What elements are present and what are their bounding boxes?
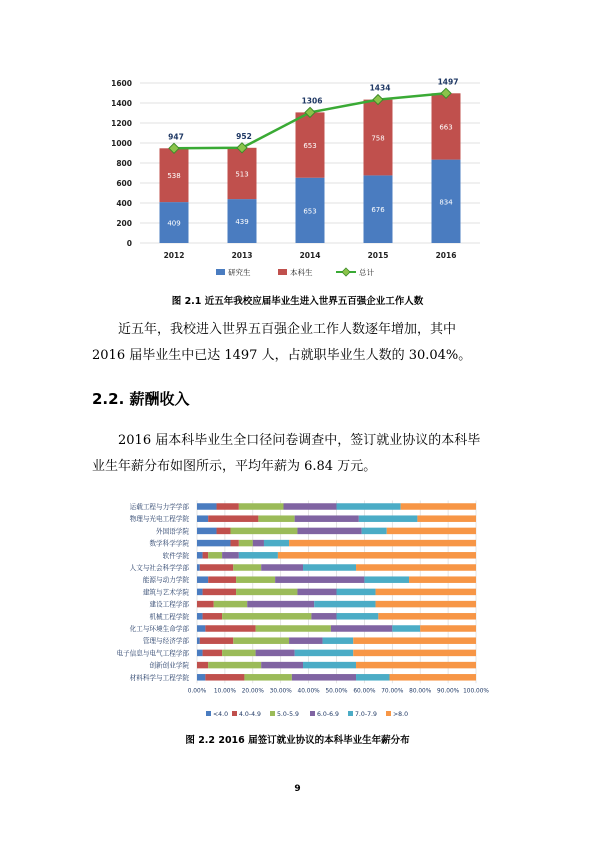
salary-bar-segment (208, 576, 236, 583)
salary-bar-segment (222, 650, 255, 657)
salary-bar-segment (233, 637, 289, 644)
data-label: 758 (371, 134, 385, 143)
x-tick-label: 2014 (299, 251, 321, 260)
salary-bar-segment (197, 503, 217, 510)
salary-bar-segment (236, 589, 297, 596)
salary-bar-segment (197, 625, 205, 632)
salary-bar-segment (197, 674, 205, 681)
salary-bar-segment (420, 625, 476, 632)
salary-bar-segment (247, 601, 314, 608)
legend-label: <4.0 (213, 711, 229, 718)
x-tick-label: 2016 (435, 251, 457, 260)
legend-label: 本科生 (290, 268, 313, 277)
salary-bar-segment (356, 662, 476, 669)
y-tick-label: 400 (116, 199, 132, 208)
salary-bar-segment (376, 589, 476, 596)
x-tick-label: 20.00% (241, 688, 264, 695)
salary-bar-segment (203, 650, 223, 657)
salary-bar-segment (409, 576, 476, 583)
x-tick-label: 60.00% (353, 688, 376, 695)
salary-bar-segment (353, 650, 476, 657)
category-label: 外国语学院 (156, 527, 189, 536)
salary-bar-segment (208, 552, 222, 559)
salary-bar-segment (208, 515, 258, 522)
category-label: 能源与动力学院 (142, 576, 189, 585)
salary-bar-segment (401, 503, 476, 510)
salary-bar-segment (244, 674, 291, 681)
data-label: 676 (371, 206, 385, 215)
salary-bar-segment (376, 601, 476, 608)
salary-bar-segment (197, 576, 208, 583)
salary-bar-segment (356, 564, 476, 571)
data-label: 439 (235, 218, 249, 227)
data-label: 513 (235, 170, 249, 179)
salary-bar-segment (239, 540, 253, 547)
salary-bar-segment (197, 601, 214, 608)
salary-bar-segment (337, 613, 379, 620)
category-label: 管理与经济学部 (142, 637, 189, 646)
salary-bar-segment (387, 528, 476, 535)
salary-bar-segment (197, 540, 230, 547)
salary-bar-segment (197, 528, 217, 535)
salary-bar-segment (200, 564, 233, 571)
y-tick-label: 200 (116, 219, 132, 228)
x-tick-label: 30.00% (269, 688, 292, 695)
category-label: 创新创业学院 (149, 661, 189, 670)
legend-label: 总计 (359, 268, 374, 277)
salary-bar-segment (390, 674, 476, 681)
salary-bar-segment (356, 674, 389, 681)
legend-label: 4.0-4.9 (239, 711, 261, 718)
category-label: 化工与环境生命学部 (129, 625, 189, 633)
salary-bar-segment (353, 637, 476, 644)
total-label: 1306 (301, 96, 323, 106)
salary-bar-segment (197, 552, 203, 559)
x-tick-label: 50.00% (325, 688, 348, 695)
x-tick-label: 2012 (163, 251, 185, 260)
salary-bar-segment (197, 650, 203, 657)
salary-bar-segment (337, 589, 376, 596)
legend-swatch (270, 711, 275, 716)
salary-bar-segment (203, 552, 209, 559)
salary-bar-segment (214, 601, 247, 608)
salary-bar-segment (392, 625, 420, 632)
salary-bar-segment (230, 540, 238, 547)
salary-bar-segment (236, 576, 275, 583)
x-tick-label: 80.00% (409, 688, 432, 695)
salary-bar-segment (197, 613, 203, 620)
salary-bar-segment (295, 650, 354, 657)
salary-bar-segment (256, 625, 331, 632)
y-tick-label: 1400 (111, 99, 132, 108)
salary-bar-segment (253, 540, 264, 547)
salary-bar-segment (203, 613, 223, 620)
salary-bar-segment (297, 589, 336, 596)
salary-bar-segment (278, 552, 476, 559)
salary-bar-segment (364, 576, 409, 583)
salary-bar-segment (378, 613, 476, 620)
legend-swatch (232, 711, 237, 716)
legend-label: 6.0-6.9 (317, 711, 339, 718)
salary-bar-segment (283, 503, 336, 510)
salary-bar-segment (264, 540, 289, 547)
legend-swatch (348, 711, 353, 716)
paragraph-2 (92, 428, 512, 480)
paragraph-1-line-1: 近五年，我校进入世界五百强企业工作人数逐年增加，其中 (118, 322, 457, 337)
salary-bar-segment (289, 637, 322, 644)
category-label: 运载工程与力学学部 (129, 503, 189, 511)
salary-bar-segment (417, 515, 476, 522)
salary-bar-segment (303, 662, 356, 669)
legend-label: 研究生 (228, 268, 251, 277)
total-label: 1434 (369, 83, 391, 93)
legend-swatch (206, 711, 211, 716)
data-label: 663 (439, 123, 453, 132)
paragraph-2-line-1: 2016 届本科毕业生全口径问卷调查中，签订就业协议的本科毕 (118, 433, 481, 448)
category-label: 数学科学学院 (149, 539, 189, 548)
y-tick-label: 800 (116, 159, 132, 168)
salary-bar-segment (256, 650, 295, 657)
salary-bar-segment (337, 503, 401, 510)
category-label: 物理与光电工程学院 (129, 515, 189, 524)
salary-bar-segment (297, 528, 361, 535)
total-label: 947 (168, 132, 184, 142)
salary-bar-segment (289, 540, 476, 547)
legend-swatch (310, 711, 315, 716)
y-tick-label: 0 (126, 239, 132, 248)
legend-label: 5.0-5.9 (277, 711, 299, 718)
salary-bar-segment (197, 515, 208, 522)
salary-bar-segment (203, 589, 236, 596)
y-tick-label: 600 (116, 179, 132, 188)
legend-swatch (386, 711, 391, 716)
salary-bar-segment (233, 564, 261, 571)
salary-bar-segment (197, 564, 200, 571)
salary-bar-segment (222, 613, 311, 620)
salary-bar-segment (197, 637, 200, 644)
salary-bar-segment (323, 637, 354, 644)
salary-bar-segment (208, 662, 261, 669)
figure-2-caption: 图 2.2 2016 届签订就业协议的本科毕业生年薪分布 (185, 735, 410, 746)
salary-bar-segment (303, 564, 356, 571)
data-label: 538 (167, 172, 181, 181)
salary-bar-segment (239, 503, 284, 510)
salary-bar-segment (205, 674, 244, 681)
x-tick-label: 10.00% (213, 688, 236, 695)
y-tick-label: 1000 (111, 139, 132, 148)
legend-label: >8.0 (393, 711, 409, 718)
x-tick-label: 2015 (367, 251, 389, 260)
paragraph-1-line-2: 2016 届毕业生中已达 1497 人，占就职毕业生人数的 30.04%。 (92, 348, 472, 363)
salary-bar-segment (222, 552, 239, 559)
salary-bar-segment (362, 528, 387, 535)
legend-label: 7.0-7.9 (355, 711, 377, 718)
x-tick-label: 2013 (231, 251, 253, 260)
salary-bar-segment (205, 625, 255, 632)
category-label: 软件学院 (162, 551, 189, 560)
salary-bar-segment (239, 552, 278, 559)
total-label: 1497 (437, 77, 459, 87)
paragraph-2-line-2: 业生年薪分布如图所示，平均年薪为 6.84 万元。 (92, 459, 377, 474)
x-tick-label: 0.00% (187, 688, 207, 695)
salary-bar-segment (217, 503, 239, 510)
x-tick-label: 40.00% (297, 688, 320, 695)
page-number: 9 (294, 784, 301, 794)
x-tick-label: 100.00% (463, 688, 489, 695)
paragraph-1 (92, 317, 512, 369)
x-tick-label: 70.00% (381, 688, 404, 695)
figure-1-caption: 图 2.1 近五年我校应届毕业生进入世界五百强企业工作人数 (171, 296, 424, 307)
data-label: 409 (167, 219, 181, 228)
salary-bar-segment (261, 662, 303, 669)
x-tick-label: 90.00% (437, 688, 460, 695)
category-label: 建设工程学部 (149, 600, 189, 609)
salary-bar-segment (258, 515, 294, 522)
salary-bar-segment (359, 515, 418, 522)
salary-bar-segment (261, 564, 303, 571)
category-label: 电子信息与电气工程学部 (116, 649, 189, 658)
total-label: 952 (236, 131, 252, 141)
category-label: 机械工程学院 (149, 612, 189, 621)
salary-bar-segment (295, 515, 359, 522)
salary-bar-segment (292, 674, 356, 681)
category-label: 材料科学与工程学院 (129, 673, 189, 682)
y-tick-label: 1200 (111, 119, 132, 128)
salary-bar-segment (197, 662, 208, 669)
salary-bar-segment (230, 528, 297, 535)
salary-bar-segment (314, 601, 375, 608)
salary-bar-segment (217, 528, 231, 535)
salary-bar-segment (331, 625, 392, 632)
y-tick-label: 1600 (111, 79, 132, 88)
category-label: 人文与社会科学学部 (129, 564, 189, 572)
data-label: 653 (303, 207, 317, 216)
category-label: 建筑与艺术学院 (142, 588, 189, 597)
salary-bar-segment (200, 637, 233, 644)
data-label: 653 (303, 142, 317, 151)
salary-bar-segment (275, 576, 364, 583)
salary-bar-segment (311, 613, 336, 620)
salary-bar-segment (197, 589, 203, 596)
section-heading: 2.2. 薪酬收入 (92, 390, 190, 408)
data-label: 834 (439, 198, 453, 207)
